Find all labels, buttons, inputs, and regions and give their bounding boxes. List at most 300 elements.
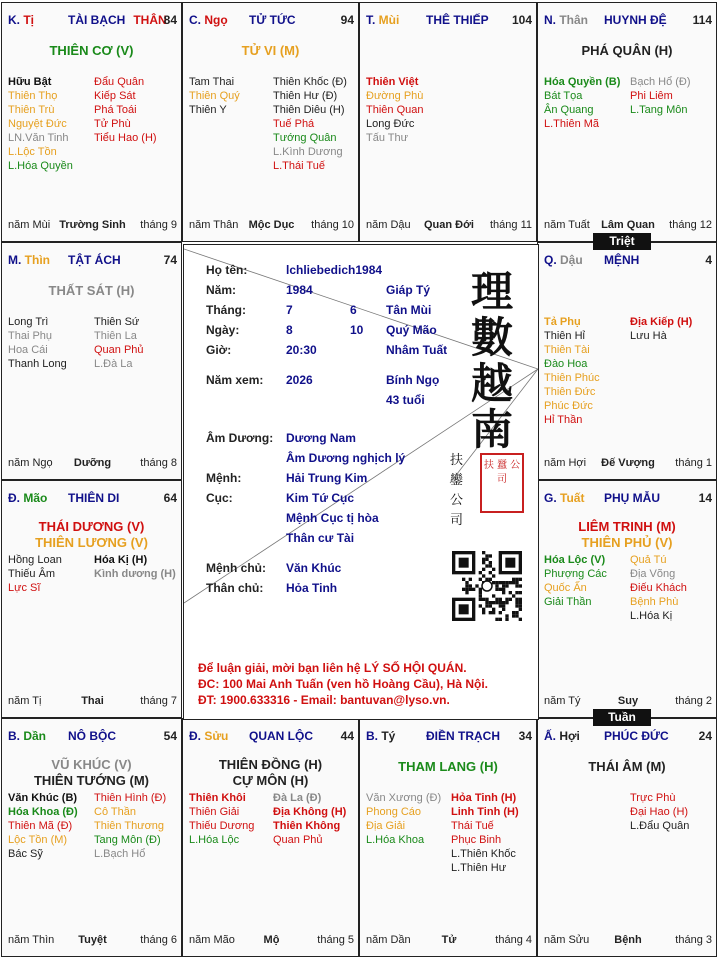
palace-header xyxy=(544,729,712,745)
info-value-canchi: Giáp Tý xyxy=(386,283,431,297)
can-chi-part: Thìn xyxy=(21,253,51,267)
palace-ty2[interactable] xyxy=(359,718,537,957)
minor-star: Long Trì xyxy=(8,316,49,328)
can-chi-part: Mão xyxy=(20,491,48,505)
palace-name-text: TẬT ÁCH xyxy=(68,253,121,267)
minor-star: Đại Hao (H) xyxy=(630,806,689,818)
main-star: THIÊN LƯƠNG (V) xyxy=(35,535,148,550)
palace-footer xyxy=(544,219,712,233)
minor-star: Thiếu Âm xyxy=(8,568,56,580)
than-chu-label: Thân chủ: xyxy=(206,581,264,595)
can-chi-part: B. xyxy=(8,729,20,743)
minor-star: Kình dương (H) xyxy=(94,568,176,580)
minor-star: Tả Phụ xyxy=(544,316,581,328)
palace-suu[interactable] xyxy=(182,718,359,957)
minor-star: Lực Sĩ xyxy=(8,582,41,594)
minor-star: Hồng Loan xyxy=(8,554,62,566)
minor-star: Tử Phù xyxy=(94,118,131,130)
info-label: Họ tên: xyxy=(206,263,248,277)
palace-age: 104 xyxy=(511,13,532,27)
main-star: THIÊN TƯỚNG (M) xyxy=(33,773,150,788)
palace-header xyxy=(189,13,354,29)
can-chi-part: Tý xyxy=(378,729,396,743)
month-label: tháng 4 xyxy=(495,934,532,946)
minor-star: Địa Võng xyxy=(630,568,676,580)
than-marker: THÂN xyxy=(133,13,167,27)
palace-name xyxy=(604,13,667,27)
main-star: CỰ MÔN (H) xyxy=(232,773,309,788)
palace-footer xyxy=(366,934,532,948)
minor-star: Văn Xương (Đ) xyxy=(366,792,442,804)
minor-star: Tiểu Hao (H) xyxy=(94,132,157,144)
info-label: Ngày: xyxy=(206,323,240,337)
triet-marker: Triệt xyxy=(593,233,651,250)
palace-age: 14 xyxy=(698,491,712,505)
palace-age: 24 xyxy=(698,729,712,743)
minor-star: Lộc Tồn (M) xyxy=(8,834,68,846)
star-column-right xyxy=(94,315,144,371)
minor-star: Thiên Quý xyxy=(189,90,240,102)
minor-star: L.Hóa Quyền xyxy=(8,160,73,172)
can-chi-label xyxy=(8,491,47,505)
minor-star: Thiếu Dương xyxy=(189,820,255,832)
contact-address: ĐC: 100 Mai Anh Tuấn (ven hồ Hoàng Cầu), Hà Nội. xyxy=(198,677,489,691)
can-chi-part: Tuất xyxy=(556,491,585,505)
info-value-solar: lchliebedich1984 xyxy=(286,263,383,277)
minor-star: Thiên Khốc (Đ) xyxy=(273,76,347,88)
year-label: năm Tị xyxy=(8,695,42,707)
minor-star: Phượng Các xyxy=(544,568,607,580)
palace-header xyxy=(366,729,532,745)
palace-header xyxy=(8,729,177,745)
minor-star: Đào Hoa xyxy=(544,358,588,370)
star-column-left xyxy=(366,791,441,847)
palace-ty[interactable] xyxy=(1,2,182,242)
palace-header xyxy=(8,491,177,507)
minor-star: Bác Sỹ xyxy=(8,848,43,860)
star-column-left xyxy=(189,75,240,117)
month-label: tháng 6 xyxy=(140,934,177,946)
than-chu-value: Hỏa Tinh xyxy=(286,581,338,595)
palace-name xyxy=(249,729,313,743)
palace-than[interactable] xyxy=(537,2,717,242)
main-star: THAM LANG (H) xyxy=(398,759,498,774)
palace-dan[interactable] xyxy=(1,718,182,957)
star-column-left xyxy=(544,553,607,609)
minor-star: Thiên Mã (Đ) xyxy=(8,820,73,832)
palace-age: 64 xyxy=(163,491,177,505)
palace-footer xyxy=(544,457,712,471)
minor-star: Tấu Thư xyxy=(366,132,409,144)
life-phase: Mộc Dục xyxy=(248,219,295,231)
life-phase: Bệnh xyxy=(614,934,642,946)
minor-star: Hỉ Thần xyxy=(544,414,583,426)
star-column-left xyxy=(8,553,62,595)
palace-ngo[interactable] xyxy=(182,2,359,242)
year-label: năm Dần xyxy=(366,934,411,946)
minor-star: Thiên Quan xyxy=(366,104,424,116)
menh-chu-value: Văn Khúc xyxy=(286,561,342,575)
life-phase: Trường Sinh xyxy=(59,219,126,231)
info-value-lunar: 10 xyxy=(350,323,364,337)
minor-star: L.Đà La xyxy=(94,358,133,370)
menh-chu-label: Mệnh chủ: xyxy=(206,561,266,575)
minor-star: Thiên Hư (Đ) xyxy=(273,90,338,102)
calligraphy-char: 數 xyxy=(470,313,513,362)
info-label: Tháng: xyxy=(206,303,246,317)
star-column-right xyxy=(630,315,692,343)
minor-star: Trực Phù xyxy=(630,792,676,804)
main-star: VŨ KHÚC (V) xyxy=(51,757,132,772)
main-star: PHÁ QUÂN (H) xyxy=(581,43,673,58)
menh-label: Mệnh: xyxy=(206,471,242,485)
palace-header xyxy=(8,13,177,29)
can-chi-part: Mùi xyxy=(375,13,400,27)
main-star: THÁI DƯƠNG (V) xyxy=(38,519,145,534)
palace-name xyxy=(68,13,167,27)
palace-header xyxy=(8,253,177,269)
palace-tuat[interactable] xyxy=(537,480,717,718)
can-chi-label xyxy=(544,253,583,267)
can-chi-label xyxy=(544,491,584,505)
minor-star: L.Thiên Khốc xyxy=(451,848,516,860)
minor-star: L.Thiên Mã xyxy=(544,118,600,130)
year-label: năm Thìn xyxy=(8,934,55,946)
minor-star: Thiên Y xyxy=(189,104,227,116)
can-chi-label xyxy=(366,729,395,743)
menh-value: Hải Trung Kim xyxy=(286,471,368,485)
main-star: TỬ VI (M) xyxy=(241,43,300,58)
palace-name xyxy=(604,729,669,743)
minor-star: Lưu Hà xyxy=(630,330,667,342)
calligraphy-char: 南 xyxy=(470,405,513,454)
palace-header xyxy=(544,491,712,507)
info-value-canchi: Nhâm Tuất xyxy=(386,343,448,357)
current-age: 43 tuổi xyxy=(386,393,425,407)
can-chi-label xyxy=(8,13,34,27)
minor-star: L.Lộc Tồn xyxy=(8,146,57,158)
palace-header xyxy=(544,13,712,29)
minor-star: Thiên La xyxy=(94,330,137,342)
palace-header xyxy=(189,729,354,745)
info-value-solar: 20:30 xyxy=(286,343,317,357)
star-column-right xyxy=(94,553,176,581)
palace-name xyxy=(426,13,489,27)
palace-name-text: ĐIỀN TRẠCH xyxy=(426,729,500,743)
palace-name-text: NÔ BỘC xyxy=(68,729,116,743)
month-label: tháng 1 xyxy=(675,457,712,469)
calligraphy-char: 越 xyxy=(470,359,513,408)
minor-star: Tướng Quân xyxy=(273,132,337,144)
contact-line-1: Để luận giải, mời bạn liên hệ LÝ SỐ HỘI QUÁN. xyxy=(198,661,467,675)
palace-name xyxy=(604,253,639,267)
info-value-solar: 1984 xyxy=(286,283,313,297)
minor-star: Phi Liêm xyxy=(630,90,673,102)
month-label: tháng 12 xyxy=(669,219,712,231)
life-phase: Tử xyxy=(441,934,457,946)
minor-star: L.Bạch Hổ xyxy=(94,848,146,860)
palace-name-text: PHÚC ĐỨC xyxy=(604,729,669,743)
minor-star: Quan Phủ xyxy=(94,344,144,356)
palace-name-text: THÊ THIẾP xyxy=(426,13,489,27)
month-label: tháng 5 xyxy=(317,934,354,946)
palace-footer xyxy=(8,695,177,709)
life-phase: Quan Đới xyxy=(424,219,474,231)
minor-star: L.Tang Môn xyxy=(630,104,688,116)
palace-name-text: THIÊN DI xyxy=(68,491,120,505)
palace-age: 94 xyxy=(340,13,354,27)
minor-star: Hóa Kị (H) xyxy=(94,554,148,566)
minor-star: Linh Tinh (H) xyxy=(451,806,519,818)
star-column-right xyxy=(451,791,519,875)
minor-star: Hỏa Tinh (H) xyxy=(451,792,517,804)
info-value-canchi: Bính Ngọ xyxy=(386,373,440,387)
can-chi-part: Sửu xyxy=(201,729,229,743)
minor-star: Tam Thai xyxy=(189,76,235,88)
star-column-right xyxy=(630,791,689,833)
minor-star: Thái Tuế xyxy=(451,820,494,832)
info-value-lunar: 6 xyxy=(350,303,357,317)
main-star: THIÊN ĐỒNG (H) xyxy=(218,757,323,772)
can-chi-label xyxy=(189,13,228,27)
can-chi-label xyxy=(544,729,580,743)
palace-age: 34 xyxy=(518,729,532,743)
main-star: THIÊN CƠ (V) xyxy=(49,43,134,58)
palace-dau[interactable] xyxy=(537,242,717,480)
seal-stamp: 扶 蠶 公 司 xyxy=(480,453,524,513)
main-star: THÁI ÂM (M) xyxy=(588,759,666,774)
minor-star: Quốc Ấn xyxy=(544,582,587,594)
info-label: Năm: xyxy=(206,283,237,297)
month-label: tháng 2 xyxy=(675,695,712,707)
cuc-note-1: Mệnh Cục tị hòa xyxy=(286,511,379,525)
palace-age: 114 xyxy=(692,13,712,27)
minor-star: Hóa Khoa (Đ) xyxy=(8,806,78,818)
minor-star: Thiên Sứ xyxy=(94,316,140,328)
life-phase: Tuyệt xyxy=(78,934,107,946)
star-column-left xyxy=(544,315,600,427)
minor-star: Phục Binh xyxy=(451,834,502,846)
can-chi-part: Đ. xyxy=(8,491,20,505)
palace-name xyxy=(68,253,121,267)
palace-name-text: QUAN LỘC xyxy=(249,729,313,743)
palace-name xyxy=(249,13,296,27)
minor-star: Địa Kiếp (H) xyxy=(630,316,693,328)
can-chi-part: Dần xyxy=(20,729,47,743)
palace-thin[interactable] xyxy=(1,242,182,480)
info-value-solar: 2026 xyxy=(286,373,313,387)
can-chi-label xyxy=(8,729,46,743)
minor-star: Đà La (Đ) xyxy=(273,792,322,804)
palace-name-text: TÀI BẠCH xyxy=(68,13,126,27)
minor-star: Bệnh Phù xyxy=(630,596,679,608)
info-label: Năm xem: xyxy=(206,373,264,387)
can-chi-part: G. xyxy=(544,491,557,505)
info-label: Giờ: xyxy=(206,343,232,357)
minor-star: Giải Thần xyxy=(544,596,592,608)
month-label: tháng 8 xyxy=(140,457,177,469)
palace-name xyxy=(426,729,500,743)
main-star: THẤT SÁT (H) xyxy=(48,283,135,298)
palace-hoi[interactable] xyxy=(537,718,717,957)
palace-age: 54 xyxy=(163,729,177,743)
month-label: tháng 7 xyxy=(140,695,177,707)
minor-star: Thiên Diêu (H) xyxy=(273,104,345,116)
minor-star: Thiên Việt xyxy=(366,76,419,88)
star-column-left xyxy=(8,75,73,173)
minor-star: Phá Toái xyxy=(94,104,137,116)
palace-footer xyxy=(544,695,712,709)
am-duong-note: Âm Dương nghịch lý xyxy=(286,451,406,465)
minor-star: Thiên Hình (Đ) xyxy=(94,792,167,804)
minor-star: Thiên Tài xyxy=(544,344,590,356)
can-chi-label xyxy=(366,13,399,27)
palace-header xyxy=(366,13,532,29)
minor-star: Đẩu Quân xyxy=(94,76,145,88)
minor-star: Thai Phụ xyxy=(8,330,53,342)
can-chi-part: N. xyxy=(544,13,556,27)
minor-star: Phong Cáo xyxy=(366,806,422,818)
year-label: năm Mão xyxy=(189,934,235,946)
year-label: năm Hợi xyxy=(544,457,587,469)
year-label: năm Ngọ xyxy=(8,457,53,469)
star-column-left xyxy=(8,791,78,861)
star-column-right xyxy=(273,791,346,847)
cuc-label: Cục: xyxy=(206,491,233,505)
can-chi-part: Hợi xyxy=(556,729,580,743)
year-label: năm Tý xyxy=(544,695,581,707)
month-label: tháng 10 xyxy=(311,219,354,231)
palace-mao[interactable] xyxy=(1,480,182,718)
palace-footer xyxy=(8,934,177,948)
can-chi-label xyxy=(544,13,588,27)
life-phase: Lâm Quan xyxy=(601,219,655,231)
minor-star: L.Thái Tuế xyxy=(273,160,325,172)
calligraphy-logo xyxy=(462,269,522,453)
month-label: tháng 9 xyxy=(140,219,177,231)
minor-star: Ân Quang xyxy=(544,104,594,116)
minor-star: Long Đức xyxy=(366,118,415,130)
minor-star: Cô Thần xyxy=(94,806,136,818)
palace-footer xyxy=(8,457,177,471)
horoscope-grid xyxy=(1,2,717,957)
star-column-left xyxy=(544,75,620,131)
palace-name-text: HUYNH ĐỆ xyxy=(604,13,667,27)
palace-age: 44 xyxy=(340,729,354,743)
minor-star: Thiên Đức xyxy=(544,386,596,398)
minor-star: Điếu Khách xyxy=(630,582,687,594)
can-chi-part: Ấ. xyxy=(544,729,556,743)
can-chi-part: Dậu xyxy=(556,253,583,267)
can-chi-part: Ngọ xyxy=(201,13,228,27)
minor-star: Đường Phù xyxy=(366,90,424,102)
minor-star: Thiên Không xyxy=(273,820,341,832)
cuc-value: Kim Tứ Cục xyxy=(286,491,355,505)
minor-star: L.Kình Dương xyxy=(273,146,343,158)
star-column-right xyxy=(273,75,347,173)
star-column-left xyxy=(189,791,254,847)
minor-star: Phúc Đức xyxy=(544,400,593,412)
palace-name xyxy=(604,491,660,505)
star-column-right xyxy=(630,553,687,623)
year-label: năm Dậu xyxy=(366,219,411,231)
can-chi-label xyxy=(189,729,228,743)
minor-star: Thiên Hỉ xyxy=(544,330,585,342)
minor-star: Văn Khúc (B) xyxy=(8,792,78,804)
life-phase: Dưỡng xyxy=(73,457,112,469)
can-chi-part: B. xyxy=(366,729,378,743)
palace-mui[interactable] xyxy=(359,2,537,242)
can-chi-part: T. xyxy=(366,13,376,27)
month-label: tháng 11 xyxy=(489,219,532,231)
can-chi-part: M. xyxy=(8,253,22,267)
minor-star: Thiên Trù xyxy=(8,104,55,116)
minor-star: Hóa Lộc (V) xyxy=(544,554,606,566)
palace-footer xyxy=(189,219,354,233)
can-chi-part: Thân xyxy=(556,13,588,27)
life-phase: Đế Vượng xyxy=(601,457,655,469)
year-label: năm Mùi xyxy=(8,219,51,231)
qr-code[interactable] xyxy=(452,551,522,621)
minor-star: Thiên Thương xyxy=(94,820,165,832)
am-duong-label: Âm Dương: xyxy=(206,431,274,445)
palace-footer xyxy=(544,934,712,948)
minor-star: Thiên Phúc xyxy=(544,372,600,384)
palace-age: 4 xyxy=(705,253,712,267)
palace-age: 84 xyxy=(163,13,177,27)
can-chi-part: Đ. xyxy=(189,729,201,743)
minor-star: Địa Không (H) xyxy=(273,806,347,818)
center-info-panel xyxy=(183,244,539,720)
can-chi-part: Q. xyxy=(544,253,557,267)
minor-star: Tuế Phá xyxy=(273,118,315,130)
minor-star: L.Đẩu Quân xyxy=(630,820,690,832)
minor-star: Thiên Khôi xyxy=(189,792,246,804)
star-column-left xyxy=(366,75,423,145)
info-value-canchi: Quý Mão xyxy=(386,323,437,337)
am-duong-value: Dương Nam xyxy=(286,431,356,445)
star-column-left xyxy=(8,315,67,371)
main-star: THIÊN PHỦ (V) xyxy=(581,535,673,550)
palace-header xyxy=(544,253,712,269)
palace-footer xyxy=(8,219,177,233)
minor-star: Thiên Giải xyxy=(189,806,240,818)
contact-phone-email[interactable]: ĐT: 1900.633316 - Email: bantuvan@lyso.vn. xyxy=(198,693,450,707)
year-label: năm Thân xyxy=(189,219,239,231)
palace-name-text: MỆNH xyxy=(604,253,640,267)
minor-star: L.Thiên Hư xyxy=(451,862,507,874)
tuan-marker: Tuần xyxy=(593,709,651,726)
month-label: tháng 3 xyxy=(675,934,712,946)
palace-footer xyxy=(189,934,354,948)
palace-name xyxy=(68,491,119,505)
year-label: năm Tuất xyxy=(544,219,590,231)
life-phase: Suy xyxy=(617,695,639,707)
minor-star: Thiên Thọ xyxy=(8,90,58,102)
minor-star: L.Hóa Khoa xyxy=(366,834,425,846)
cuc-note-2: Thân cư Tài xyxy=(286,531,355,545)
palace-name-text: TỬ TỨC xyxy=(249,13,296,27)
minor-star: Quan Phủ xyxy=(273,834,323,846)
minor-star: Hóa Quyền (B) xyxy=(544,76,621,88)
palace-footer xyxy=(366,219,532,233)
minor-star: Quả Tú xyxy=(630,554,667,566)
can-chi-part: Tị xyxy=(20,13,34,27)
minor-star: LN.Văn Tinh xyxy=(8,132,69,144)
palace-age: 74 xyxy=(163,253,177,267)
minor-star: Tang Môn (Đ) xyxy=(94,834,161,846)
can-chi-part: K. xyxy=(8,13,20,27)
